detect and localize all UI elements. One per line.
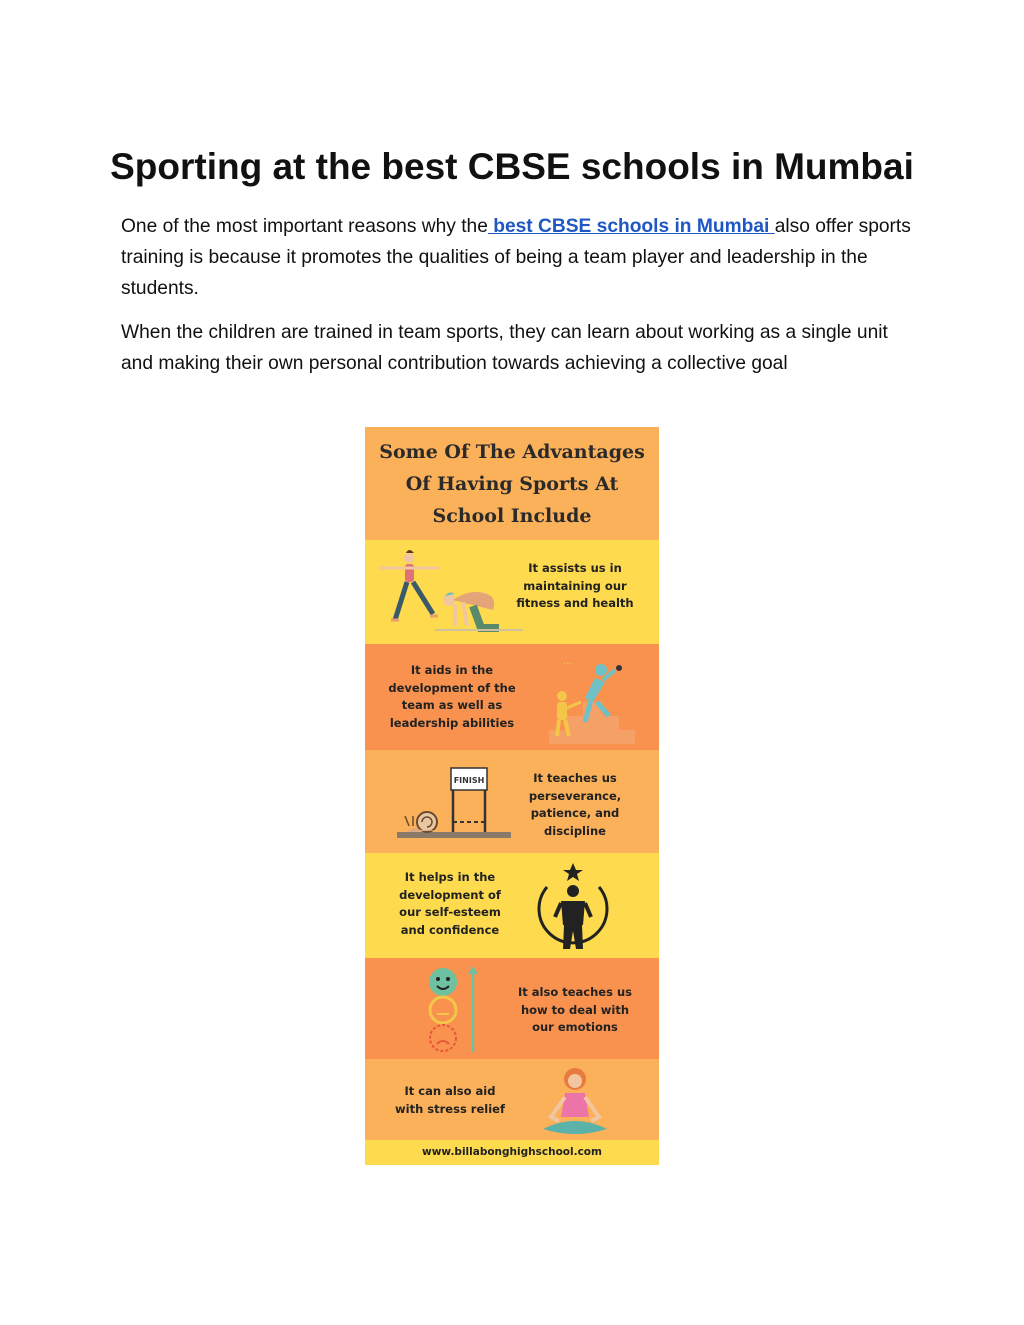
infographic-text-perseverance: It teaches us perseverance, patience, and discipline	[528, 771, 622, 838]
best-cbse-schools-link[interactable]: best CBSE schools in Mumbai	[487, 216, 775, 237]
finish-sign-text: FINISH	[453, 776, 485, 785]
team-sports-paragraph: When the children are trained in team sports, they can learn about working as a single unit and making their own personal contribution towards achieving a collective goal	[121, 322, 888, 374]
infographic-row-stress-relief	[365, 1059, 659, 1140]
confident-person-star-icon	[531, 857, 615, 955]
intro-text-after: also offer sports training is because it promotes the qualities of being a team player and leadership in the students.	[121, 216, 911, 299]
infographic-text-self-esteem: It helps in the development of our self-esteem and confidence	[399, 870, 501, 937]
svg-text:...: ...	[563, 656, 573, 667]
infographic-footer-url: www.billabonghighschool.com	[365, 1140, 659, 1165]
teamwork-people-icon	[545, 652, 641, 744]
advantages-infographic	[365, 427, 659, 1165]
infographic-row-self-esteem	[365, 853, 659, 958]
infographic-row-teamwork	[365, 644, 659, 750]
infographic-row-emotions	[365, 958, 659, 1059]
infographic-text-emotions: It also teaches us how to deal with our emotions	[518, 985, 632, 1034]
infographic-row-perseverance	[365, 750, 659, 853]
infographic-row-fitness	[365, 540, 659, 644]
emotion-faces-icon	[421, 962, 491, 1056]
meditating-woman-icon	[537, 1065, 613, 1139]
page-title: Sporting at the best CBSE schools in Mumbai	[110, 146, 914, 187]
intro-text-before: One of the most important reasons why the	[121, 216, 488, 237]
infographic-text-stress-relief: It can also aid with stress relief	[395, 1084, 505, 1116]
intro-paragraph	[121, 211, 911, 304]
infographic-text-teamwork: It aids in the development of the team as well as leadership abilities	[388, 663, 516, 730]
infographic-title: Some Of The Advantages Of Having Sports At School Include	[365, 427, 659, 540]
snail-finish-line-icon	[387, 760, 517, 848]
infographic-text-fitness: It assists us in maintaining our fitness and health	[516, 561, 634, 610]
